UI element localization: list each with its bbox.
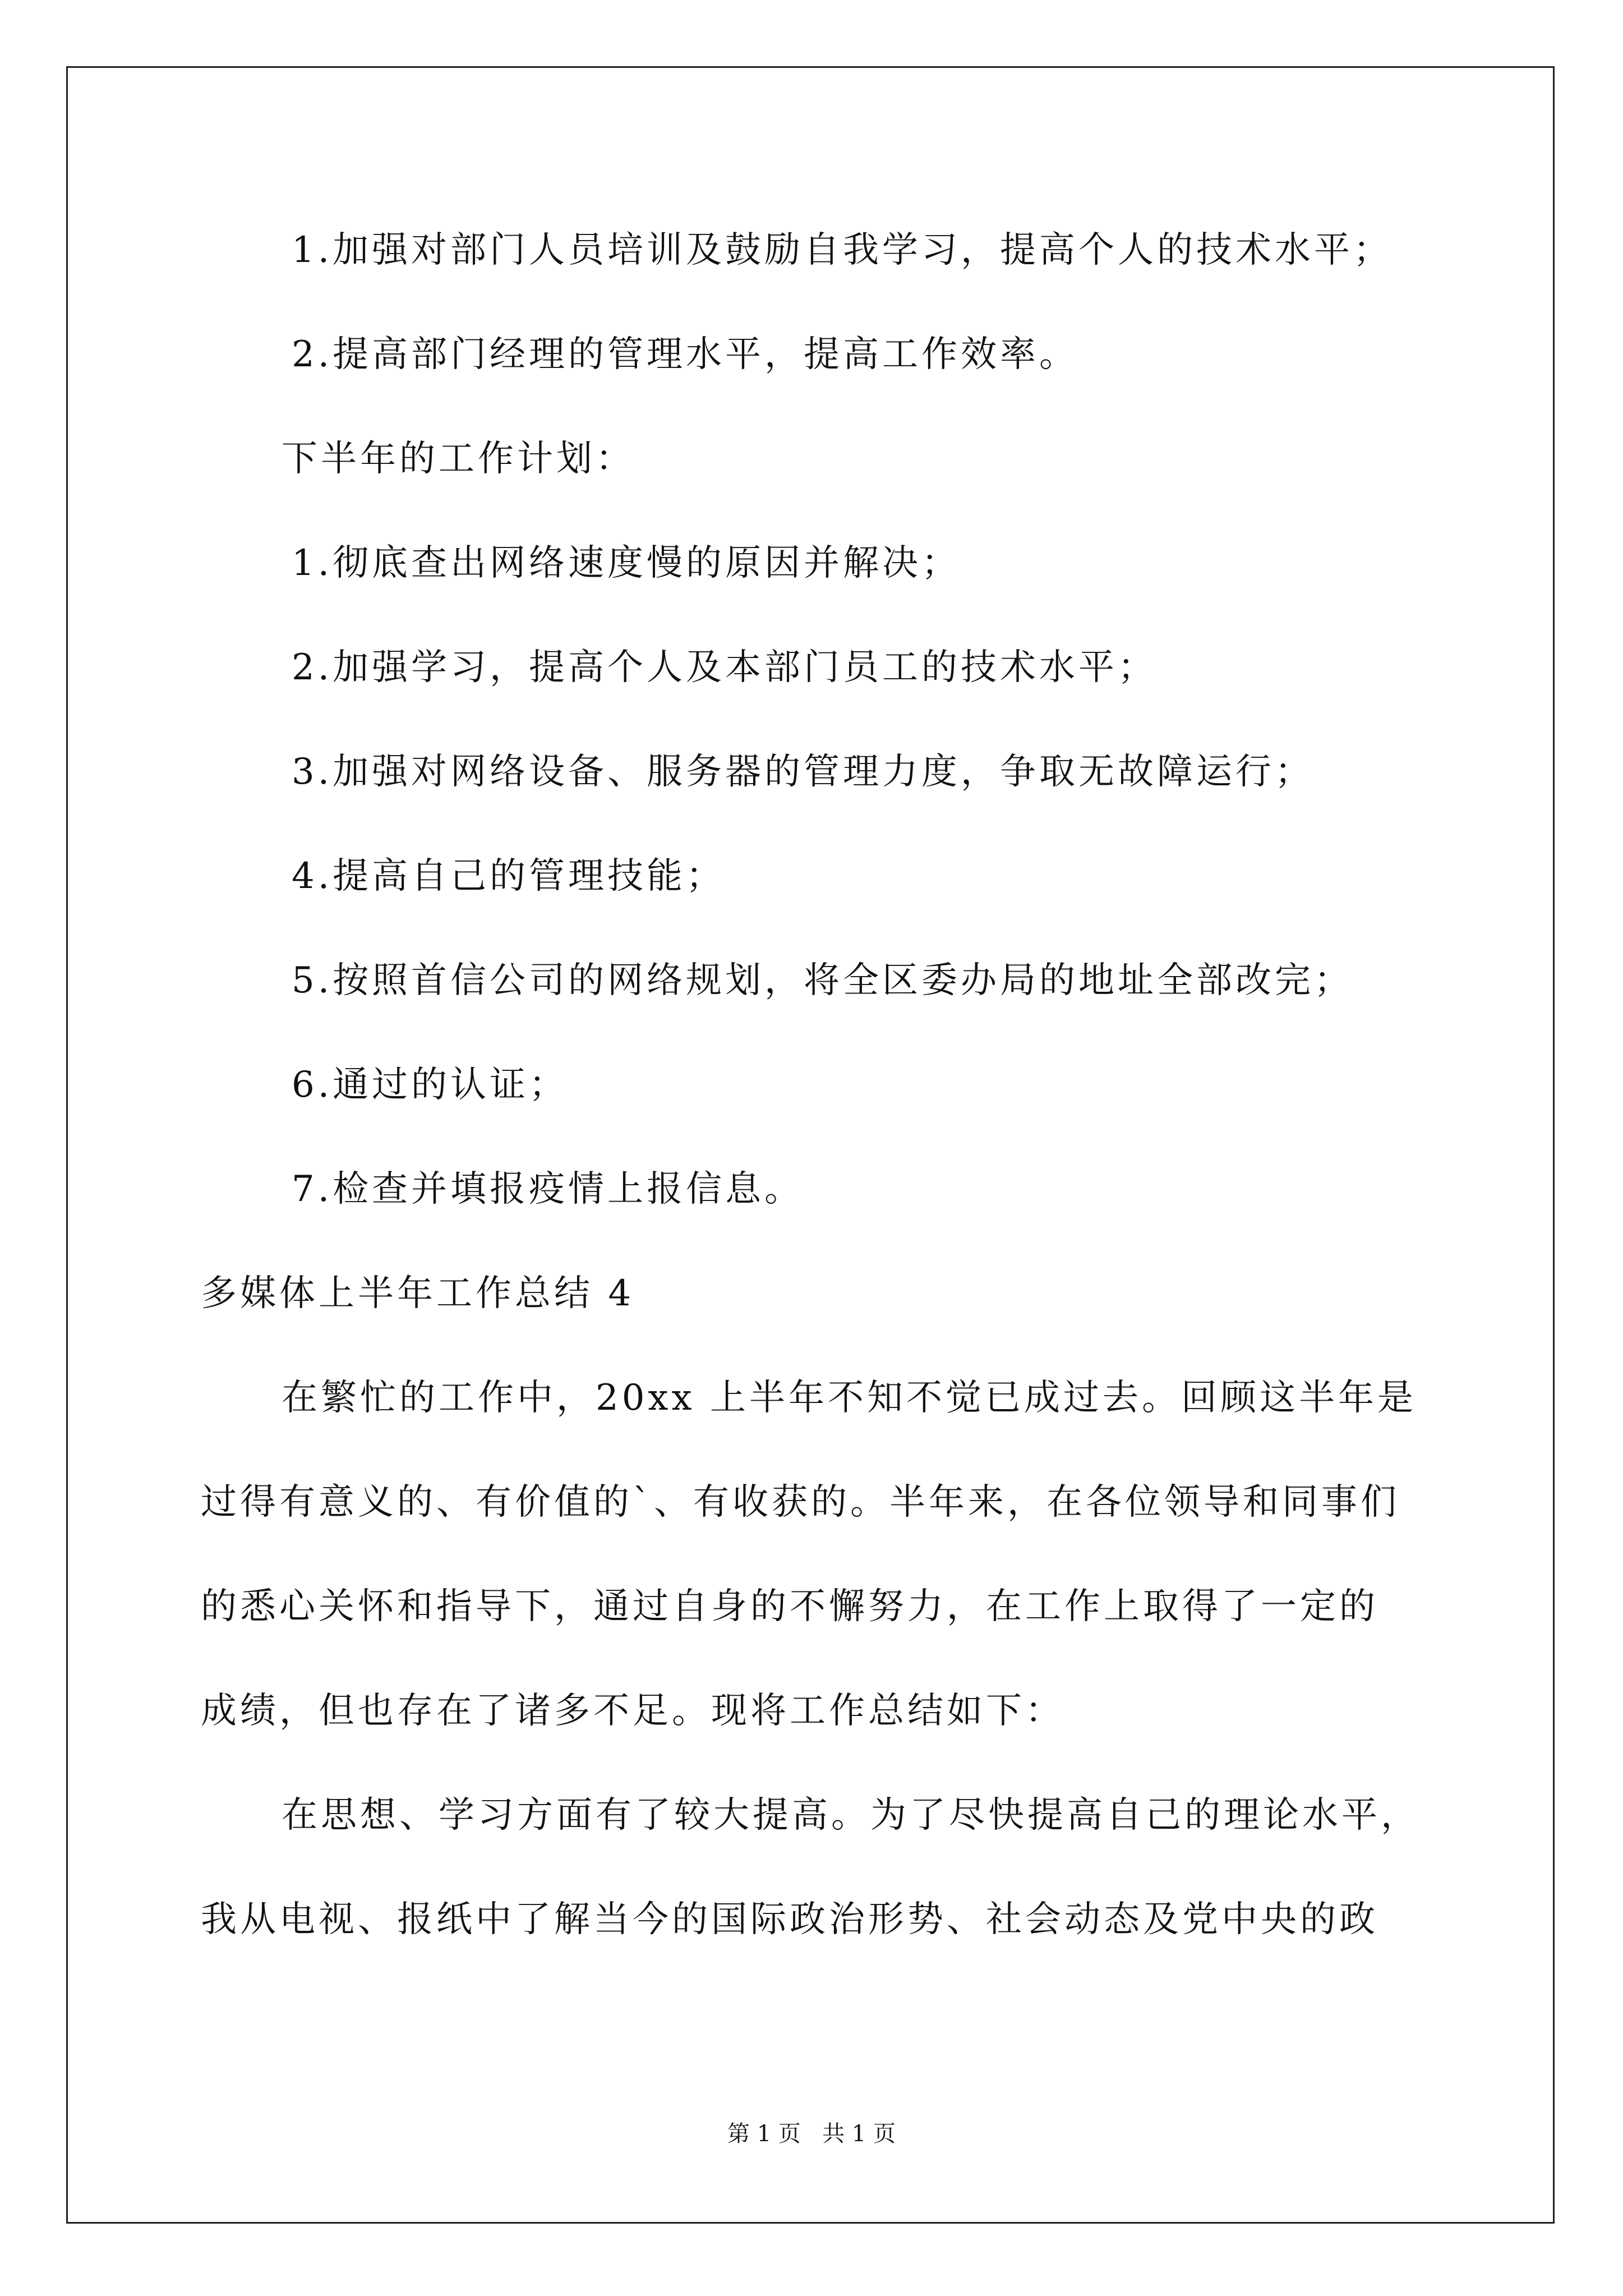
list-item: 2.提高部门经理的管理水平，提高工作效率。 [292,334,1079,375]
paragraph-line: 过得有意义的、有价值的`、有收获的。半年来，在各位领导和同事们 [201,1481,1400,1523]
paragraph-line: 我从电视、报纸中了解当今的国际政治形势、社会动态及党中央的政 [201,1899,1378,1940]
paragraph-line: 成绩，但也存在了诸多不足。现将工作总结如下： [201,1690,1064,1732]
list-item: 1.加强对部门人员培训及鼓励自我学习，提高个人的技术水平； [292,229,1393,271]
list-item: 7.检查并填报疫情上报信息。 [292,1168,804,1210]
list-item: 2.加强学习，提高个人及本部门员工的技术水平； [292,647,1158,688]
list-item: 1.彻底查出网络速度慢的原因并解决； [292,542,961,584]
list-item: 3.加强对网络设备、服务器的管理力度，争取无故障运行； [292,751,1315,793]
section-title: 多媒体上半年工作总结 4 [201,1273,635,1314]
list-item: 5.按照首信公司的网络规划，将全区委办局的地址全部改完； [292,960,1354,1001]
paragraph-line: 在思想、学习方面有了较大提高。为了尽快提高自己的理论水平， [282,1795,1420,1836]
list-item: 4.提高自己的管理技能； [292,855,726,897]
section-heading: 下半年的工作计划： [282,438,635,480]
page-number: 第 1 页 共 1 页 [727,2121,896,2147]
paragraph-line: 的悉心关怀和指导下，通过自身的不懈努力，在工作上取得了一定的 [201,1586,1378,1627]
paragraph-line: 在繁忙的工作中，20xx 上半年不知不觉已成过去。回顾这半年是 [282,1377,1417,1419]
list-item: 6.通过的认证； [292,1064,569,1106]
